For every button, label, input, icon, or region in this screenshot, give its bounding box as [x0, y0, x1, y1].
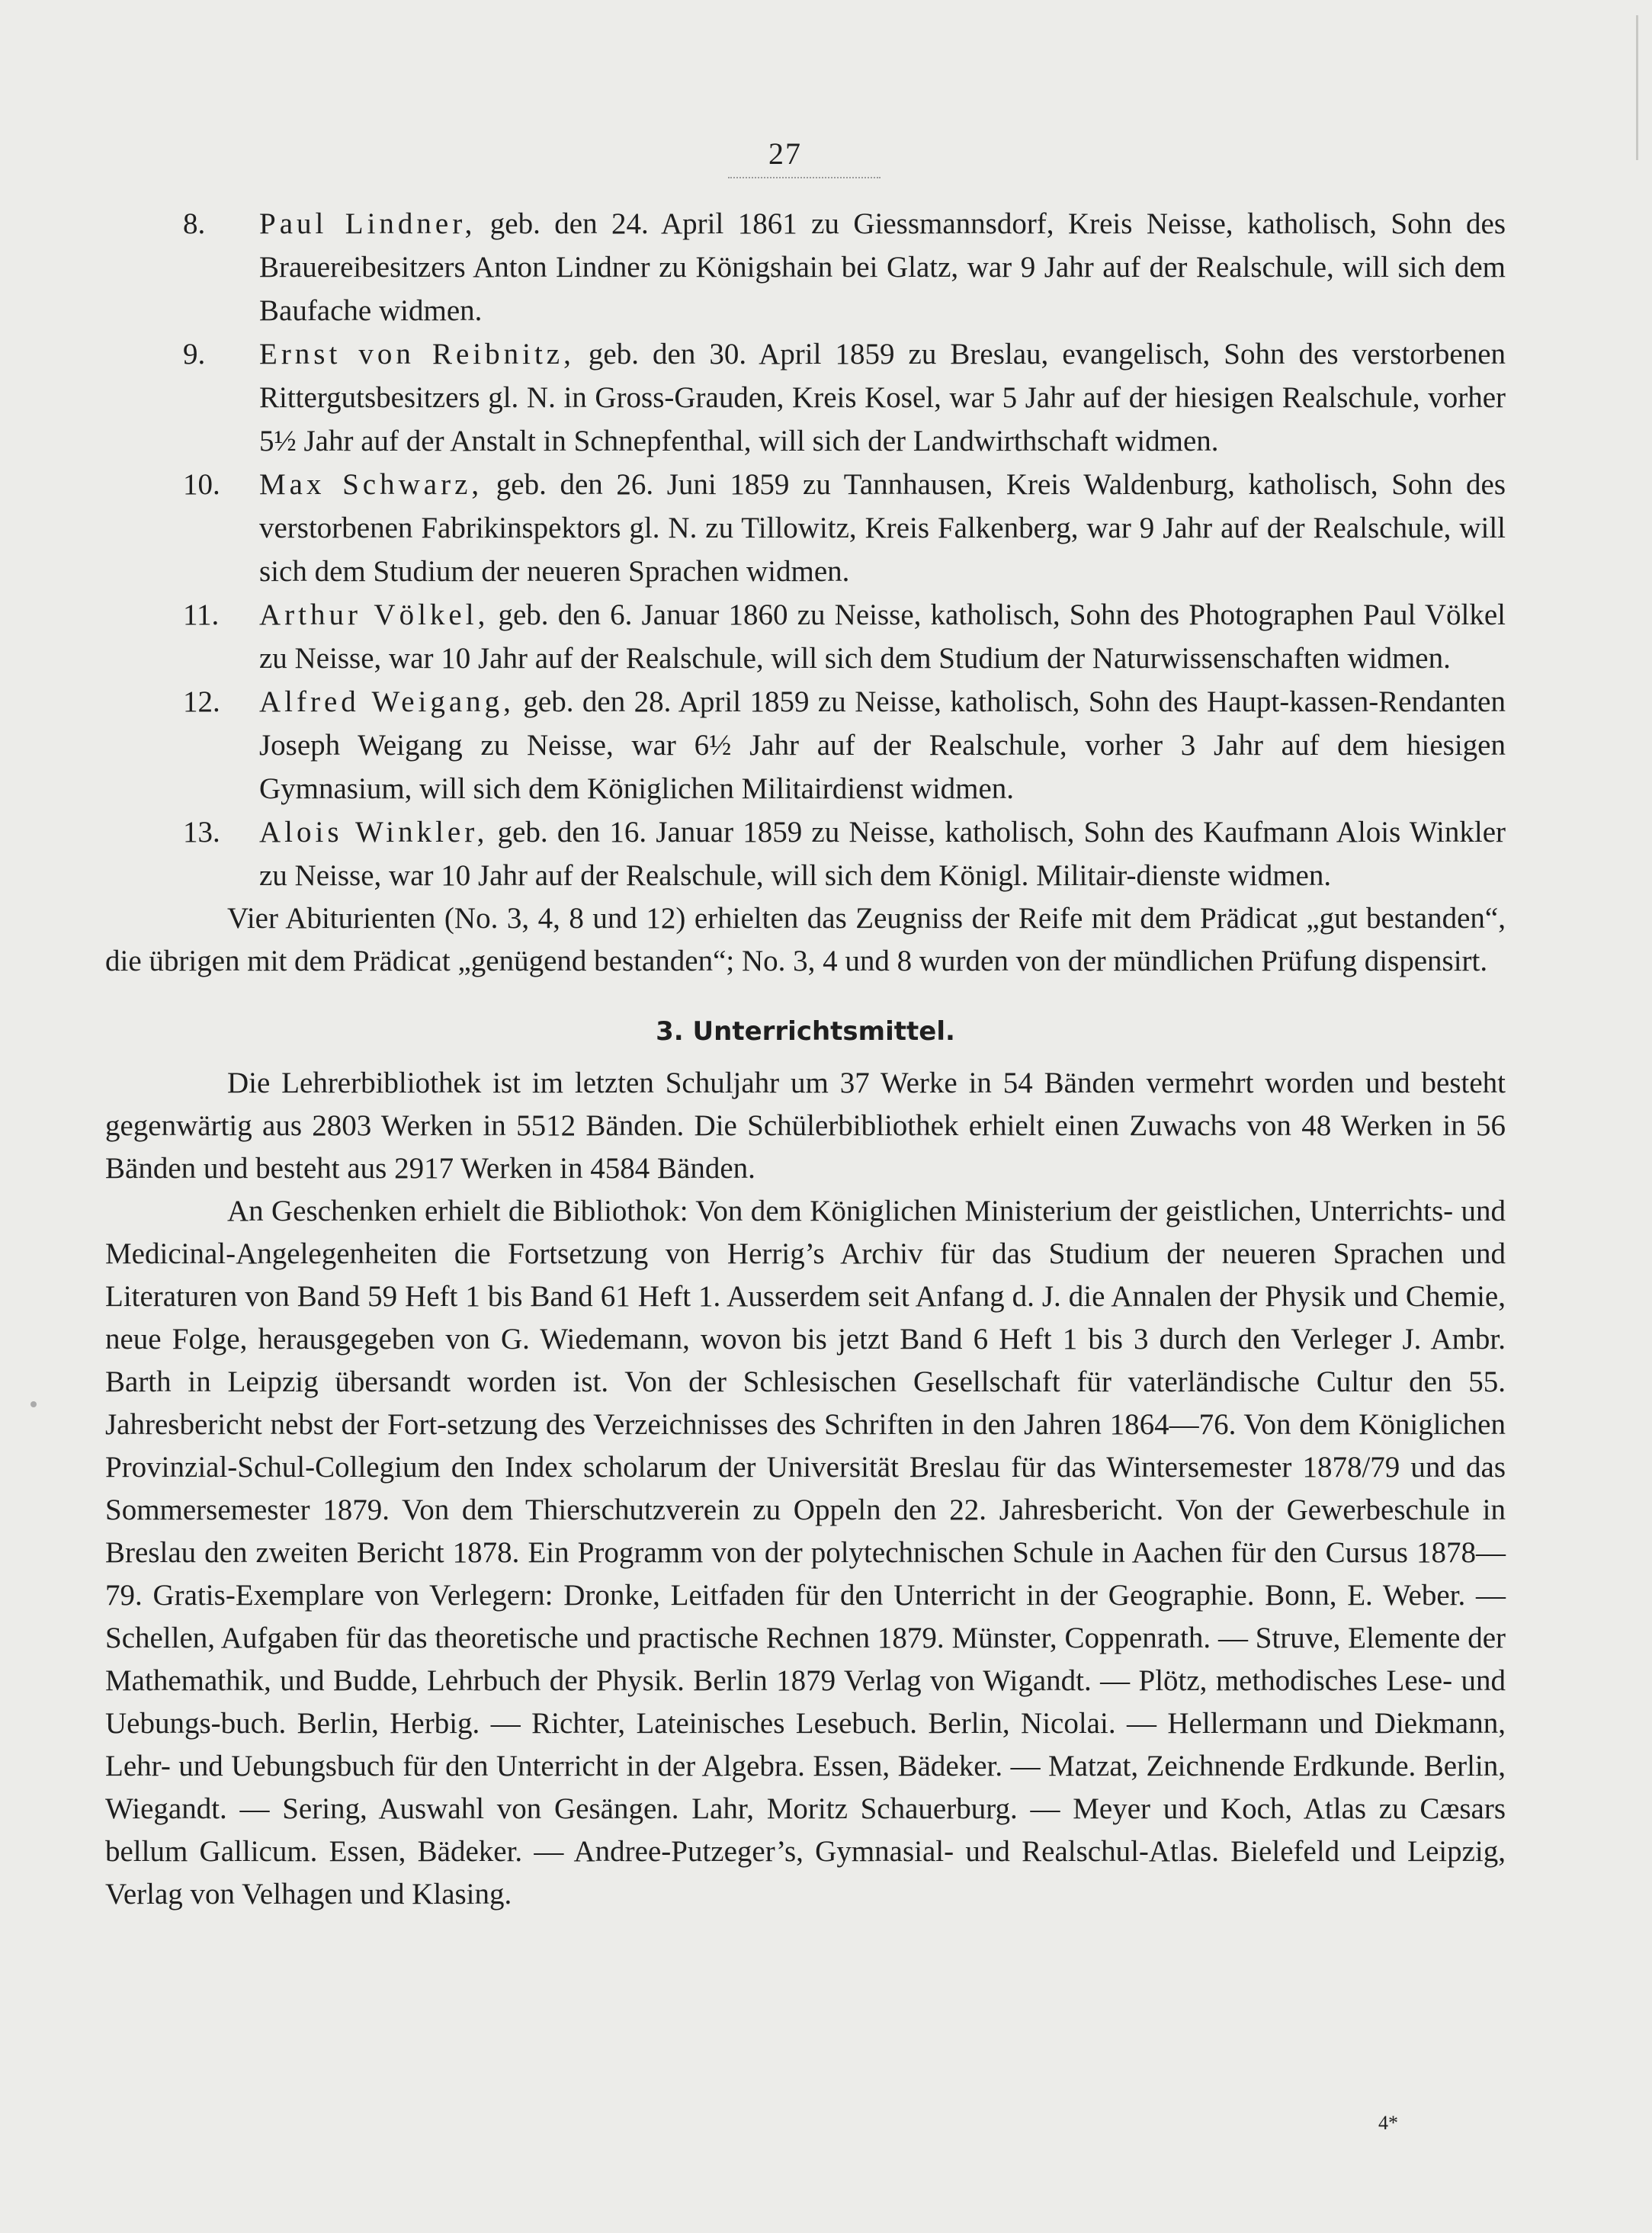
page-number-ornament	[728, 172, 881, 178]
summary-text: Vier Abiturienten (No. 3, 4, 8 und 12) erhielten das Zeugniss der Reife mit dem Prädicat „gut bestanden“, die übrigen mit dem Prädicat „genügend bestanden“; No. 3, 4 und 8 wurden von der mündlichen Prüfung dispensirt.	[105, 902, 1506, 977]
ink-speck	[30, 1401, 37, 1407]
person-name: Ernst von Reibnitz,	[259, 338, 575, 371]
signature-mark: 4*	[1378, 2112, 1398, 2134]
summary-paragraph	[105, 897, 1506, 983]
section-heading: 3. Unterrichtsmittel.	[656, 1016, 955, 1047]
list-item	[183, 680, 1506, 810]
paragraph-text: Die Lehrerbibliothek ist im letzten Schuljahr um 37 Werke in 54 Bänden vermehrt worden und besteht gegenwärtig aus 2803 Werken in 5512 Bänden. Die Schülerbibliothek erhielt einen Zuwachs von 48 Werken in 56 Bänden und besteht aus 2917 Werken in 4584 Bänden.	[105, 1067, 1506, 1185]
person-name: Max Schwarz,	[259, 468, 483, 501]
list-item	[183, 463, 1506, 593]
person-name: Arthur Völkel,	[259, 598, 489, 631]
person-name: Paul Lindner,	[259, 207, 476, 240]
paragraph-text: An Geschenken erhielt die Bibliothok: Von dem Königlichen Ministerium der geistlichen, Unterrichts- und Medicinal-Angelegenheiten die Fortsetzung von Herrig’s Archiv für das Studium der neueren Sprachen und Literaturen von Band 59 Heft 1 bis Band 61 Heft 1. Ausserdem seit Anfang d. J. die Annalen der Physik und Chemie, neue Folge, herausgegeben von G. Wiedemann, wovon bis jetzt Band 6 Heft 1 bis 3 durch den Verleger J. Ambr. Barth in Leipzig übersandt worden ist. Von der Schlesischen Gesellschaft für vaterländische Cultur den 55. Jahresbericht nebst der Fort-setzung des Verzeichnisses des Schriften in den Jahren 1864—76. Von dem Königlichen Provinzial-Schul-Collegium den Index scholarum der Universität Breslau für das Wintersemester 1878/79 und das Sommersemester 1879. Von dem Thierschutzverein zu Oppeln den 22. Jahresbericht. Von der Gewerbeschule in Breslau den zweiten Bericht 1878. Ein Programm von der polytechnischen Schule in Aachen für den Cursus 1878—79. Gratis-Exemplare von Verlegern: Dronke, Leitfaden für den Unterricht in der Geographie. Bonn, E. Weber. — Schellen, Aufgaben für das theoretische und practische Rechnen 1879. Münster, Coppenrath. — Struve, Elemente der Mathemathik, und Budde, Lehrbuch der Physik. Berlin 1879 Verlag von Wigandt. — Plötz, methodisches Lese- und Uebungs-buch. Berlin, Herbig. — Richter, Lateinisches Lesebuch. Berlin, Nicolai. — Hellermann und Diekmann, Lehr- und Uebungsbuch für den Unterricht in der Algebra. Essen, Bädeker. — Matzat, Zeichnende Erdkunde. Berlin, Wiegandt. — Sering, Auswahl von Gesängen. Lahr, Moritz Schauerburg. — Meyer und Koch, Atlas zu Cæsars bellum Gallicum. Essen, Bädeker. — Andree-Putzeger’s, Gymnasial- und Realschul-Atlas. Bielefeld und Leipzig, Verlag von Velhagen und Klasing.	[105, 1195, 1506, 1911]
item-number: 12.	[183, 685, 220, 718]
list-item	[183, 202, 1506, 332]
item-text: geb. den 30. April 1859 zu Breslau, evangelisch, Sohn des verstorbenen Rittergutsbesitzers gl. N. in Gross-Grauden, Kreis Kosel, war 5 Jahr auf der hiesigen Realschule, vorher 5½ Jahr auf der Anstalt in Schnepfenthal, will sich der Landwirthschaft widmen.	[259, 338, 1506, 457]
list-item	[183, 332, 1506, 463]
item-number: 8.	[183, 207, 206, 240]
item-number: 10.	[183, 468, 220, 501]
item-number: 9.	[183, 338, 206, 371]
list-item	[183, 593, 1506, 680]
page-number: 27	[768, 136, 802, 171]
page-edge	[1636, 15, 1638, 160]
item-text: geb. den 24. April 1861 zu Giessmannsdorf, Kreis Neisse, katholisch, Sohn des Brauereibesitzers Anton Lindner zu Königshain bei Glatz, war 9 Jahr auf der Realschule, will sich dem Baufache widmen.	[259, 207, 1506, 327]
person-name: Alois Winkler,	[259, 816, 489, 849]
body-paragraph	[105, 1190, 1506, 1916]
item-text: geb. den 16. Januar 1859 zu Neisse, katholisch, Sohn des Kaufmann Alois Winkler zu Neisse, war 10 Jahr auf der Realschule, will sich dem Königl. Militair-dienste widmen.	[259, 816, 1506, 892]
item-text: geb. den 26. Juni 1859 zu Tannhausen, Kreis Waldenburg, katholisch, Sohn des verstorbenen Fabrikinspektors gl. N. zu Tillowitz, Kreis Falkenberg, war 9 Jahr auf der Realschule, will sich dem Studium der neueren Sprachen widmen.	[259, 468, 1506, 588]
person-name: Alfred Weigang,	[259, 685, 515, 718]
item-number: 13.	[183, 816, 220, 849]
item-number: 11.	[183, 598, 220, 631]
item-text: geb. den 28. April 1859 zu Neisse, katholisch, Sohn des Haupt-kassen-Rendanten Joseph Weigang zu Neisse, war 6½ Jahr auf der Realschule, vorher 3 Jahr auf dem hiesigen Gymnasium, will sich dem Königlichen Militairdienst widmen.	[259, 685, 1506, 805]
item-text: geb. den 6. Januar 1860 zu Neisse, katholisch, Sohn des Photographen Paul Völkel zu Neisse, war 10 Jahr auf der Realschule, will sich dem Studium der Naturwissenschaften widmen.	[259, 598, 1506, 675]
body-paragraph	[105, 1062, 1506, 1190]
list-item	[183, 810, 1506, 897]
graduate-list	[0, 202, 1652, 1916]
